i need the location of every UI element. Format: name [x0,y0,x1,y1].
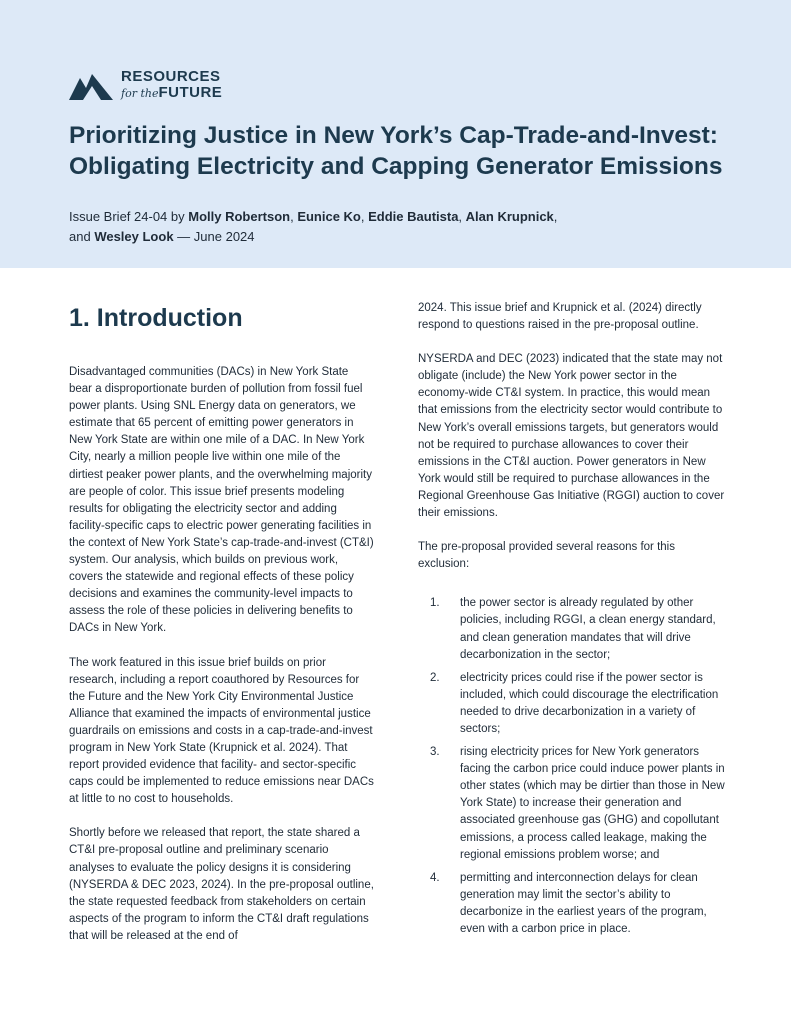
left-column [69,300,374,962]
list-item [430,670,728,738]
list-item-text: electricity prices could rise if the power sector is included, which could discourage the electrification needed to drive decarbonization in a variety of sectors; [460,671,719,735]
list-item [430,870,728,938]
rff-logo[interactable] [69,68,239,102]
body-paragraph: 2024. This issue brief and Krupnick et al. (2024) directly respond to questions raised in the pre-proposal outline. [418,302,702,332]
section-heading: 1. Introduction [69,304,243,332]
mountain-logo-icon [69,70,113,100]
list-item-text: permitting and interconnection delays for clean generation may limit the sector’s ability to decarbonize in the earliest years of the program, even with a carbon price in place. [460,871,707,935]
header-banner [0,0,791,268]
logo-text-for-the: for the [121,87,159,100]
list-number: 4. [430,871,440,884]
body-paragraph: The work featured in this issue brief builds on prior research, including a report coauthored by Resources for the Future and the New York City Environmental Justice Alliance that examined the impacts of environmental justice guardrails on emissions and costs in a cap-trade-and-invest program in New York State (Krupnick et al. 2024). That report provided evidence that facility- and sector-specific caps could be implemented to reduce emissions near DACs at little to no cost to households. [69,656,374,806]
list-item-text: the power sector is already regulated by other policies, including RGGI, a clean energy standard, and clean generation mandates that will drive decarbonization in the sector; [460,597,716,661]
byline: Issue Brief 24-04 by Molly Robertson, Eunice Ko, Eddie Bautista, Alan Krupnick, and Wesley Look — June 2024 [69,209,558,244]
list-item [430,744,728,864]
list-number: 1. [430,597,440,610]
logo-text-resources: RESOURCES [121,68,221,85]
body-paragraph: Shortly before we released that report, the state shared a CT&I pre-proposal outline and preliminary scenario analyses to evaluate the policy designs it is considering (NYSERDA & DEC 2023, 2024). In the pre-proposal outline, the state requested feedback from stakeholders on certain aspects of the program to inform the CT&I draft regulations that will be released at the end of [69,827,374,942]
logo-text-future-word: FUTURE [158,84,223,101]
body-paragraph: The pre-proposal provided several reasons for this exclusion: [418,541,675,571]
publication-date: — June 2024 [177,229,255,244]
author-name: Alan Krupnick [465,209,554,224]
body-paragraph: Disadvantaged communities (DACs) in New York State bear a disproportionate burden of pollution from fossil fuel power plants. Using SNL Energy data on generators, we estimate that 65 percent of emitting power generators in New York State are within one mile of a DAC. In New York City, nearly a million people live within one mile of the dirtiest peaker power plants, and the overwhelming majority are people of color. This issue brief presents modeling results for obligating the electricity sector and adding facility-specific caps to electric power generating facilities in the context of New York State’s cap-trade-and-invest (CT&I) system. Our analysis, which builds on previous work, covers the statewide and regional effects of these policy decisions and examines the community-level impacts to assess the role of these policies in delivering benefits to DACs in New York. [69,366,374,635]
author-name: Wesley Look [94,229,174,244]
list-number: 3. [430,746,440,759]
list-item-text: rising electricity prices for New York generators facing the carbon price could induce power plants in other states (which may be dirtier than those in New York State) to increase their generation and associated greenhouse gas (GHG) and copollutant emissions, a process called leakage, making the regional emissions problem worse; and [460,746,725,861]
list-item [430,595,728,663]
list-number: 2. [430,671,440,684]
author-name: Molly Robertson [188,209,291,224]
logo-text-future [121,84,222,101]
reasons-list [418,595,728,938]
right-column [418,300,728,944]
body-paragraph: NYSERDA and DEC (2023) indicated that the state may not obligate (include) the New York power sector in the economy-wide CT&I system. In practice, this would mean that emissions from the electricity sector would contribute to New York’s overall emissions targets, but generators would not be required to purchase allowances to cover their emissions in the CT&I auction. Power generators in New York would still be required to purchase allowances in the Regional Greenhouse Gas Initiative (RGGI) auction to cover their emissions. [418,353,725,520]
author-name: Eddie Bautista [368,209,459,224]
page-title: Prioritizing Justice in New York’s Cap-Trade-and-Invest: Obligating Electricity and Capping Generator Emissions [69,122,723,180]
author-name: Eunice Ko [297,209,361,224]
byline-prefix: Issue Brief 24-04 by [69,209,189,224]
